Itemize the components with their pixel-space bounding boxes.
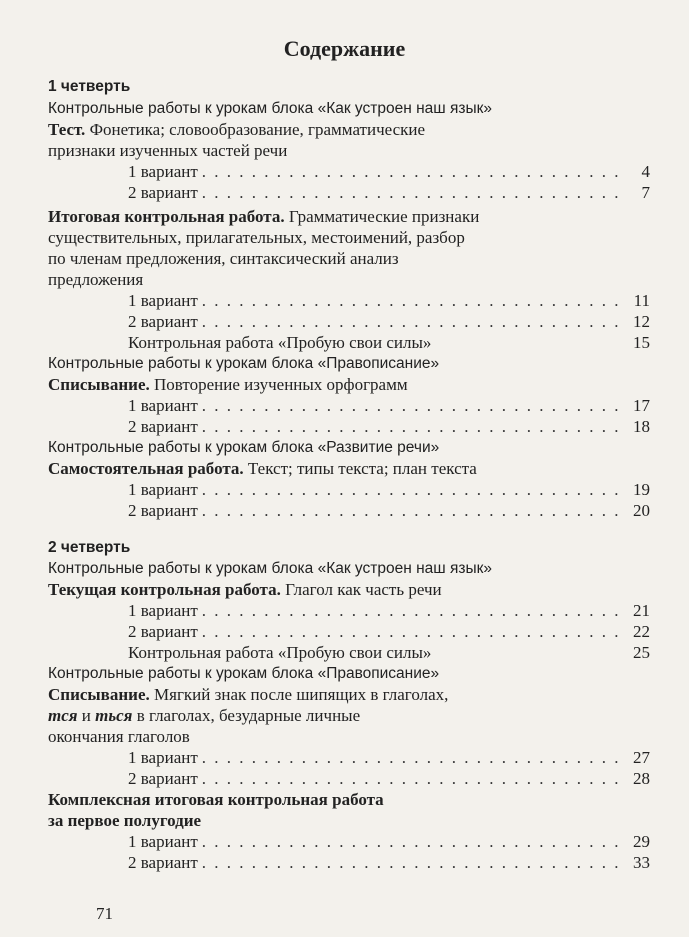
- q1-test-title: Тест.: [48, 120, 86, 139]
- toc-entry-page: 18: [633, 417, 650, 436]
- q1-indep-text: Текст; типы текста; план текста: [243, 459, 477, 478]
- toc-entry-page: 19: [633, 480, 650, 499]
- toc-entry[interactable]: [128, 479, 650, 500]
- q2-block-spelling: Контрольные работы к урокам блока «Правописание»: [48, 665, 440, 682]
- toc-entry-label: 1 вариант: [128, 291, 198, 310]
- toc-entry-try[interactable]: [128, 332, 650, 353]
- toc-entry[interactable]: [128, 600, 650, 621]
- toc-entry-page: 21: [633, 601, 650, 620]
- leader-dots: [202, 747, 624, 768]
- q2-copy-title: Списывание.: [48, 685, 150, 704]
- q2-copy-desc-2: [48, 705, 360, 726]
- toc-entry-label: 1 вариант: [128, 480, 198, 499]
- toc-entry-label: 2 вариант: [128, 417, 198, 436]
- leader-dots: [202, 500, 624, 521]
- suffix-tsya-soft: ться: [95, 706, 133, 725]
- toc-entry-label: 2 вариант: [128, 769, 198, 788]
- toc-entry-label: 2 вариант: [128, 501, 198, 520]
- toc-entry[interactable]: [128, 747, 650, 768]
- q2-current-desc: [48, 579, 442, 600]
- toc-entry-label: 2 вариант: [128, 312, 198, 331]
- q2-complex-title-2: за первое полугодие: [48, 811, 202, 830]
- toc-entry-try[interactable]: [128, 642, 650, 663]
- toc-entry-page: 22: [633, 622, 650, 641]
- leader-dots: [202, 161, 624, 182]
- toc-entry-page: 25: [633, 643, 650, 662]
- toc-entry-label: Контрольная работа «Пробую свои силы»: [128, 333, 432, 352]
- q2-copy-desc-3: окончания глаголов: [48, 727, 190, 746]
- leader-dots: [202, 768, 624, 789]
- toc-entry[interactable]: [128, 161, 650, 182]
- toc-entry[interactable]: [128, 852, 650, 873]
- q1-indep-title: Самостоятельная работа.: [48, 459, 244, 478]
- toc-entry-page: 4: [641, 162, 650, 181]
- q1-test-desc-2: признаки изученных частей речи: [48, 141, 288, 160]
- toc-entry-label: Контрольная работа «Пробую свои силы»: [128, 643, 432, 662]
- q2-copy-text-2: в глаголах, безударные личные: [132, 706, 361, 725]
- toc-entry[interactable]: [128, 768, 650, 789]
- toc-entry-page: 20: [633, 501, 650, 520]
- toc-entry-page: 27: [633, 748, 650, 767]
- leader-dots: [202, 182, 624, 203]
- q1-final-desc: [48, 206, 479, 227]
- toc-entry[interactable]: [128, 416, 650, 437]
- q2-current-title: Текущая контрольная работа.: [48, 580, 281, 599]
- quarter-2-heading: 2 четверть: [48, 539, 131, 556]
- toc-entry-page: 12: [633, 312, 650, 331]
- leader-dots: [202, 395, 624, 416]
- q1-final-title: Итоговая контрольная работа.: [48, 207, 285, 226]
- toc-entry-page: 17: [633, 396, 650, 415]
- leader-dots: [202, 600, 624, 621]
- toc-entry-page: 11: [633, 291, 650, 310]
- toc-entry[interactable]: [128, 311, 650, 332]
- q1-copy-title: Списывание.: [48, 375, 150, 394]
- toc-entry-label: 2 вариант: [128, 853, 198, 872]
- q1-test-text: Фонетика; словообразование, грамматические: [85, 120, 426, 139]
- suffix-tsya: тся: [48, 706, 78, 725]
- q1-indep-desc: [48, 458, 477, 479]
- q2-complex-title: Комплексная итоговая контрольная работа: [48, 790, 384, 809]
- toc-entry-label: 1 вариант: [128, 162, 198, 181]
- quarter-1-heading: 1 четверть: [48, 78, 131, 95]
- toc-entry-page: 29: [633, 832, 650, 851]
- toc-entry[interactable]: [128, 831, 650, 852]
- page-title: Содержание: [283, 36, 406, 61]
- toc-entry-page: 33: [633, 853, 650, 872]
- toc-entry-page: 15: [633, 333, 650, 352]
- q2-copy-desc: [48, 684, 448, 705]
- q1-test-desc: [48, 119, 425, 140]
- leader-dots: [202, 416, 624, 437]
- q1-block-spelling: Контрольные работы к урокам блока «Правописание»: [48, 355, 440, 372]
- toc-entry[interactable]: [128, 290, 650, 311]
- q2-block-language: Контрольные работы к урокам блока «Как устроен наш язык»: [48, 560, 493, 577]
- leader-dots: [202, 621, 624, 642]
- q1-copy-desc: [48, 374, 408, 395]
- leader-dots: [202, 290, 624, 311]
- q1-block-language: Контрольные работы к урокам блока «Как устроен наш язык»: [48, 100, 493, 117]
- leader-dots: [202, 479, 624, 500]
- q2-current-text: Глагол как часть речи: [280, 580, 442, 599]
- q1-final-desc-2: существительных, прилагательных, местоимений, разбор: [48, 228, 465, 247]
- leader-dots: [202, 311, 624, 332]
- toc-entry[interactable]: [128, 500, 650, 521]
- toc-entry[interactable]: [128, 395, 650, 416]
- q1-copy-text: Повторение изученных орфограмм: [149, 375, 408, 394]
- toc-entry-page: 7: [641, 183, 650, 202]
- q1-final-desc-3: по членам предложения, синтаксический анализ: [48, 249, 399, 268]
- leader-dots: [202, 852, 624, 873]
- q2-copy-text: Мягкий знак после шипящих в глаголах,: [149, 685, 449, 704]
- q1-block-speech: Контрольные работы к урокам блока «Развитие речи»: [48, 439, 440, 456]
- q1-final-desc-4: предложения: [48, 270, 144, 289]
- toc-entry-page: 28: [633, 769, 650, 788]
- toc-entry-label: 1 вариант: [128, 748, 198, 767]
- conjunction: и: [77, 706, 96, 725]
- leader-dots: [202, 831, 624, 852]
- q1-final-text: Грамматические признаки: [284, 207, 480, 226]
- toc-entry-label: 2 вариант: [128, 183, 198, 202]
- page-number: 71: [96, 904, 113, 923]
- toc-entry[interactable]: [128, 182, 650, 203]
- toc-entry-label: 1 вариант: [128, 396, 198, 415]
- toc-entry-label: 1 вариант: [128, 601, 198, 620]
- toc-entry-label: 1 вариант: [128, 832, 198, 851]
- toc-entry[interactable]: [128, 621, 650, 642]
- toc-entry-label: 2 вариант: [128, 622, 198, 641]
